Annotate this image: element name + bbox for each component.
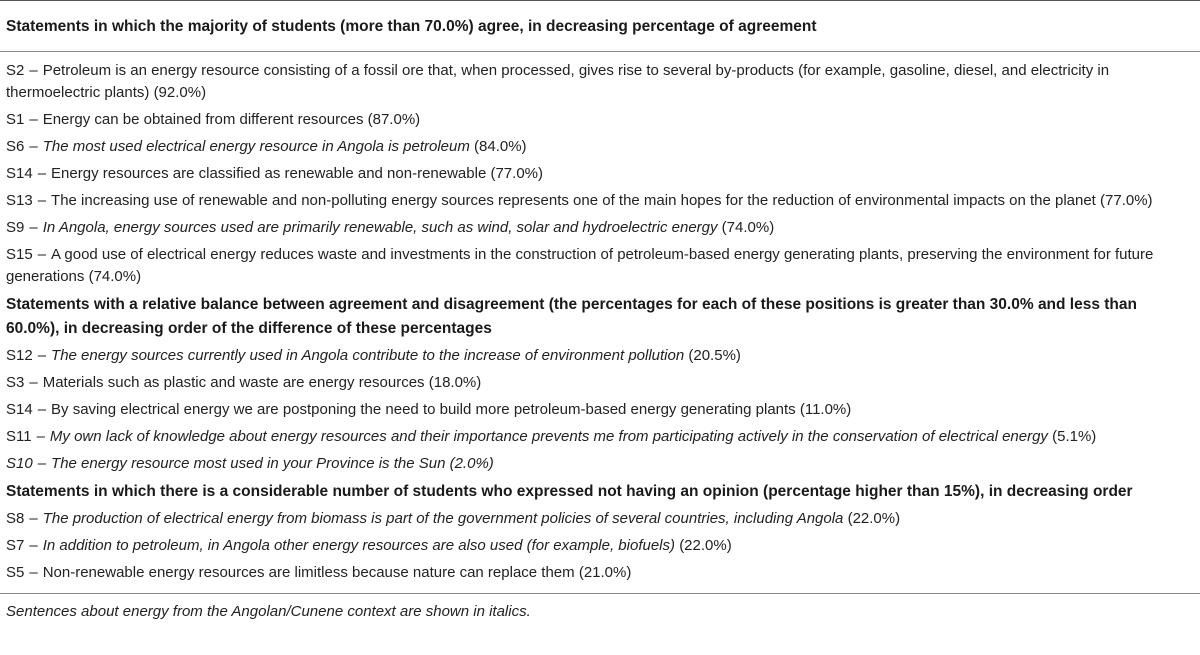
statement-text: Energy resources are classified as renewable and non-renewable [51,165,487,182]
statement-row [0,188,1200,215]
statement-code: S5 [6,564,25,581]
statement-code: S11 [6,428,32,445]
statement-code: S15 [6,246,33,263]
statement-dash: – [37,192,47,209]
statement-code: S6 [6,138,25,155]
statement-percentage: (87.0%) [367,111,421,128]
statement-code: S7 [6,537,25,554]
statement-text: The production of electrical energy from biomass is part of the government policies of several countries, including Angola [42,510,844,527]
statement-percentage: (20.5%) [688,347,741,364]
statement-dash: – [37,347,47,364]
statement-dash: – [29,510,38,527]
group-no-opinion [0,506,1200,587]
statement-dash: – [29,138,38,155]
statement-code: S14 [6,165,33,182]
statement-dash: – [36,428,45,445]
statement-row [0,506,1200,533]
statement-dash: – [37,246,47,263]
statement-text: By saving electrical energy we are postponing the need to build more petroleum-based energy generating plants [51,401,796,418]
statement-row [0,107,1200,134]
statement-code: S8 [6,510,25,527]
statement-percentage: (77.0%) [490,165,543,182]
statement-code: S12 [6,347,33,364]
statement-percentage: (22.0%) [679,537,732,554]
statement-dash: – [29,537,38,554]
section-header-no-opinion: Statements in which there is a considerable number of students who expressed not having an opinion (percentage higher than 15%), in decreasing order [6,483,1133,500]
statement-dash: – [29,374,38,391]
statement-row [0,533,1200,560]
statement-text: In Angola, energy sources used are primarily renewable, such as wind, solar and hydroelectric energy [42,219,718,236]
statement-row [0,242,1200,291]
statement-dash: – [29,62,38,79]
statement-percentage: (11.0%) [799,401,852,418]
statement-code: S13 [6,192,33,209]
statement-percentage: (77.0%) [1100,192,1153,209]
statement-percentage: (92.0%) [153,84,207,101]
statement-text: Materials such as plastic and waste are energy resources [42,374,425,391]
statement-percentage: (5.1%) [1052,428,1097,445]
statement-row [0,134,1200,161]
statement-row [0,343,1200,370]
statement-percentage: (18.0%) [428,374,482,391]
statement-code: S14 [6,401,33,418]
statement-code: S3 [6,374,25,391]
statement-percentage: (22.0%) [847,510,901,527]
statement-row [0,370,1200,397]
statement-row [0,424,1200,451]
statement-text: The increasing use of renewable and non-polluting energy sources represents one of the main hopes for the reduction of environmental impacts on the planet [51,192,1096,209]
statement-dash: – [37,401,47,418]
statement-text: Petroleum is an energy resource consisting of a fossil ore that, when processed, gives rise to several by-products (for example, gasoline, diesel, and electricity in thermoelectric plants) [6,62,1110,101]
statement-code: S2 [6,62,25,79]
statement-percentage: (2.0%) [449,455,494,472]
statement-text: A good use of electrical energy reduces waste and investments in the construction of petroleum-based energy generating plants, preserving the environment for future generations [6,246,1154,285]
section-header-majority-agree: Statements in which the majority of students (more than 70.0%) agree, in decreasing percentage of agreement [6,18,817,35]
statement-text: The energy resource most used in your Province is the Sun [51,455,446,472]
statement-code: S9 [6,219,25,236]
statement-row [0,58,1200,107]
statement-text: In addition to petroleum, in Angola other energy resources are also used (for example, biofuels) [42,537,676,554]
statement-row [0,397,1200,424]
statement-row [0,451,1200,478]
statement-text: My own lack of knowledge about energy resources and their importance prevents me from participating actively in the conservation of electrical energy [49,428,1048,445]
statement-row [0,215,1200,242]
statement-dash: – [29,564,38,581]
statement-code: S10 [6,455,33,472]
statement-text: Non-renewable energy resources are limitless because nature can replace them [42,564,575,581]
statement-dash: – [29,219,38,236]
statement-percentage: (84.0%) [474,138,527,155]
statement-text: The energy sources currently used in Angola contribute to the increase of environment pollution [51,347,685,364]
statement-text: Energy can be obtained from different resources [42,111,364,128]
statement-dash: – [37,455,47,472]
statement-row [0,560,1200,587]
statement-percentage: (21.0%) [578,564,632,581]
group-balance [0,343,1200,478]
statement-code: S1 [6,111,25,128]
table-footnote: Sentences about energy from the Angolan/Cunene context are shown in italics. [6,603,531,620]
statement-percentage: (74.0%) [88,268,142,285]
statement-row [0,161,1200,188]
statement-dash: – [29,111,38,128]
statement-percentage: (74.0%) [721,219,775,236]
statement-text: The most used electrical energy resource in Angola is petroleum [42,138,470,155]
statement-dash: – [37,165,47,182]
section-header-balance: Statements with a relative balance between agreement and disagreement (the percentages for each of these positions is greater than 30.0% and less than 60.0%), in decreasing order of the difference of these percentages [6,296,1137,337]
group-majority-agree [0,58,1200,291]
